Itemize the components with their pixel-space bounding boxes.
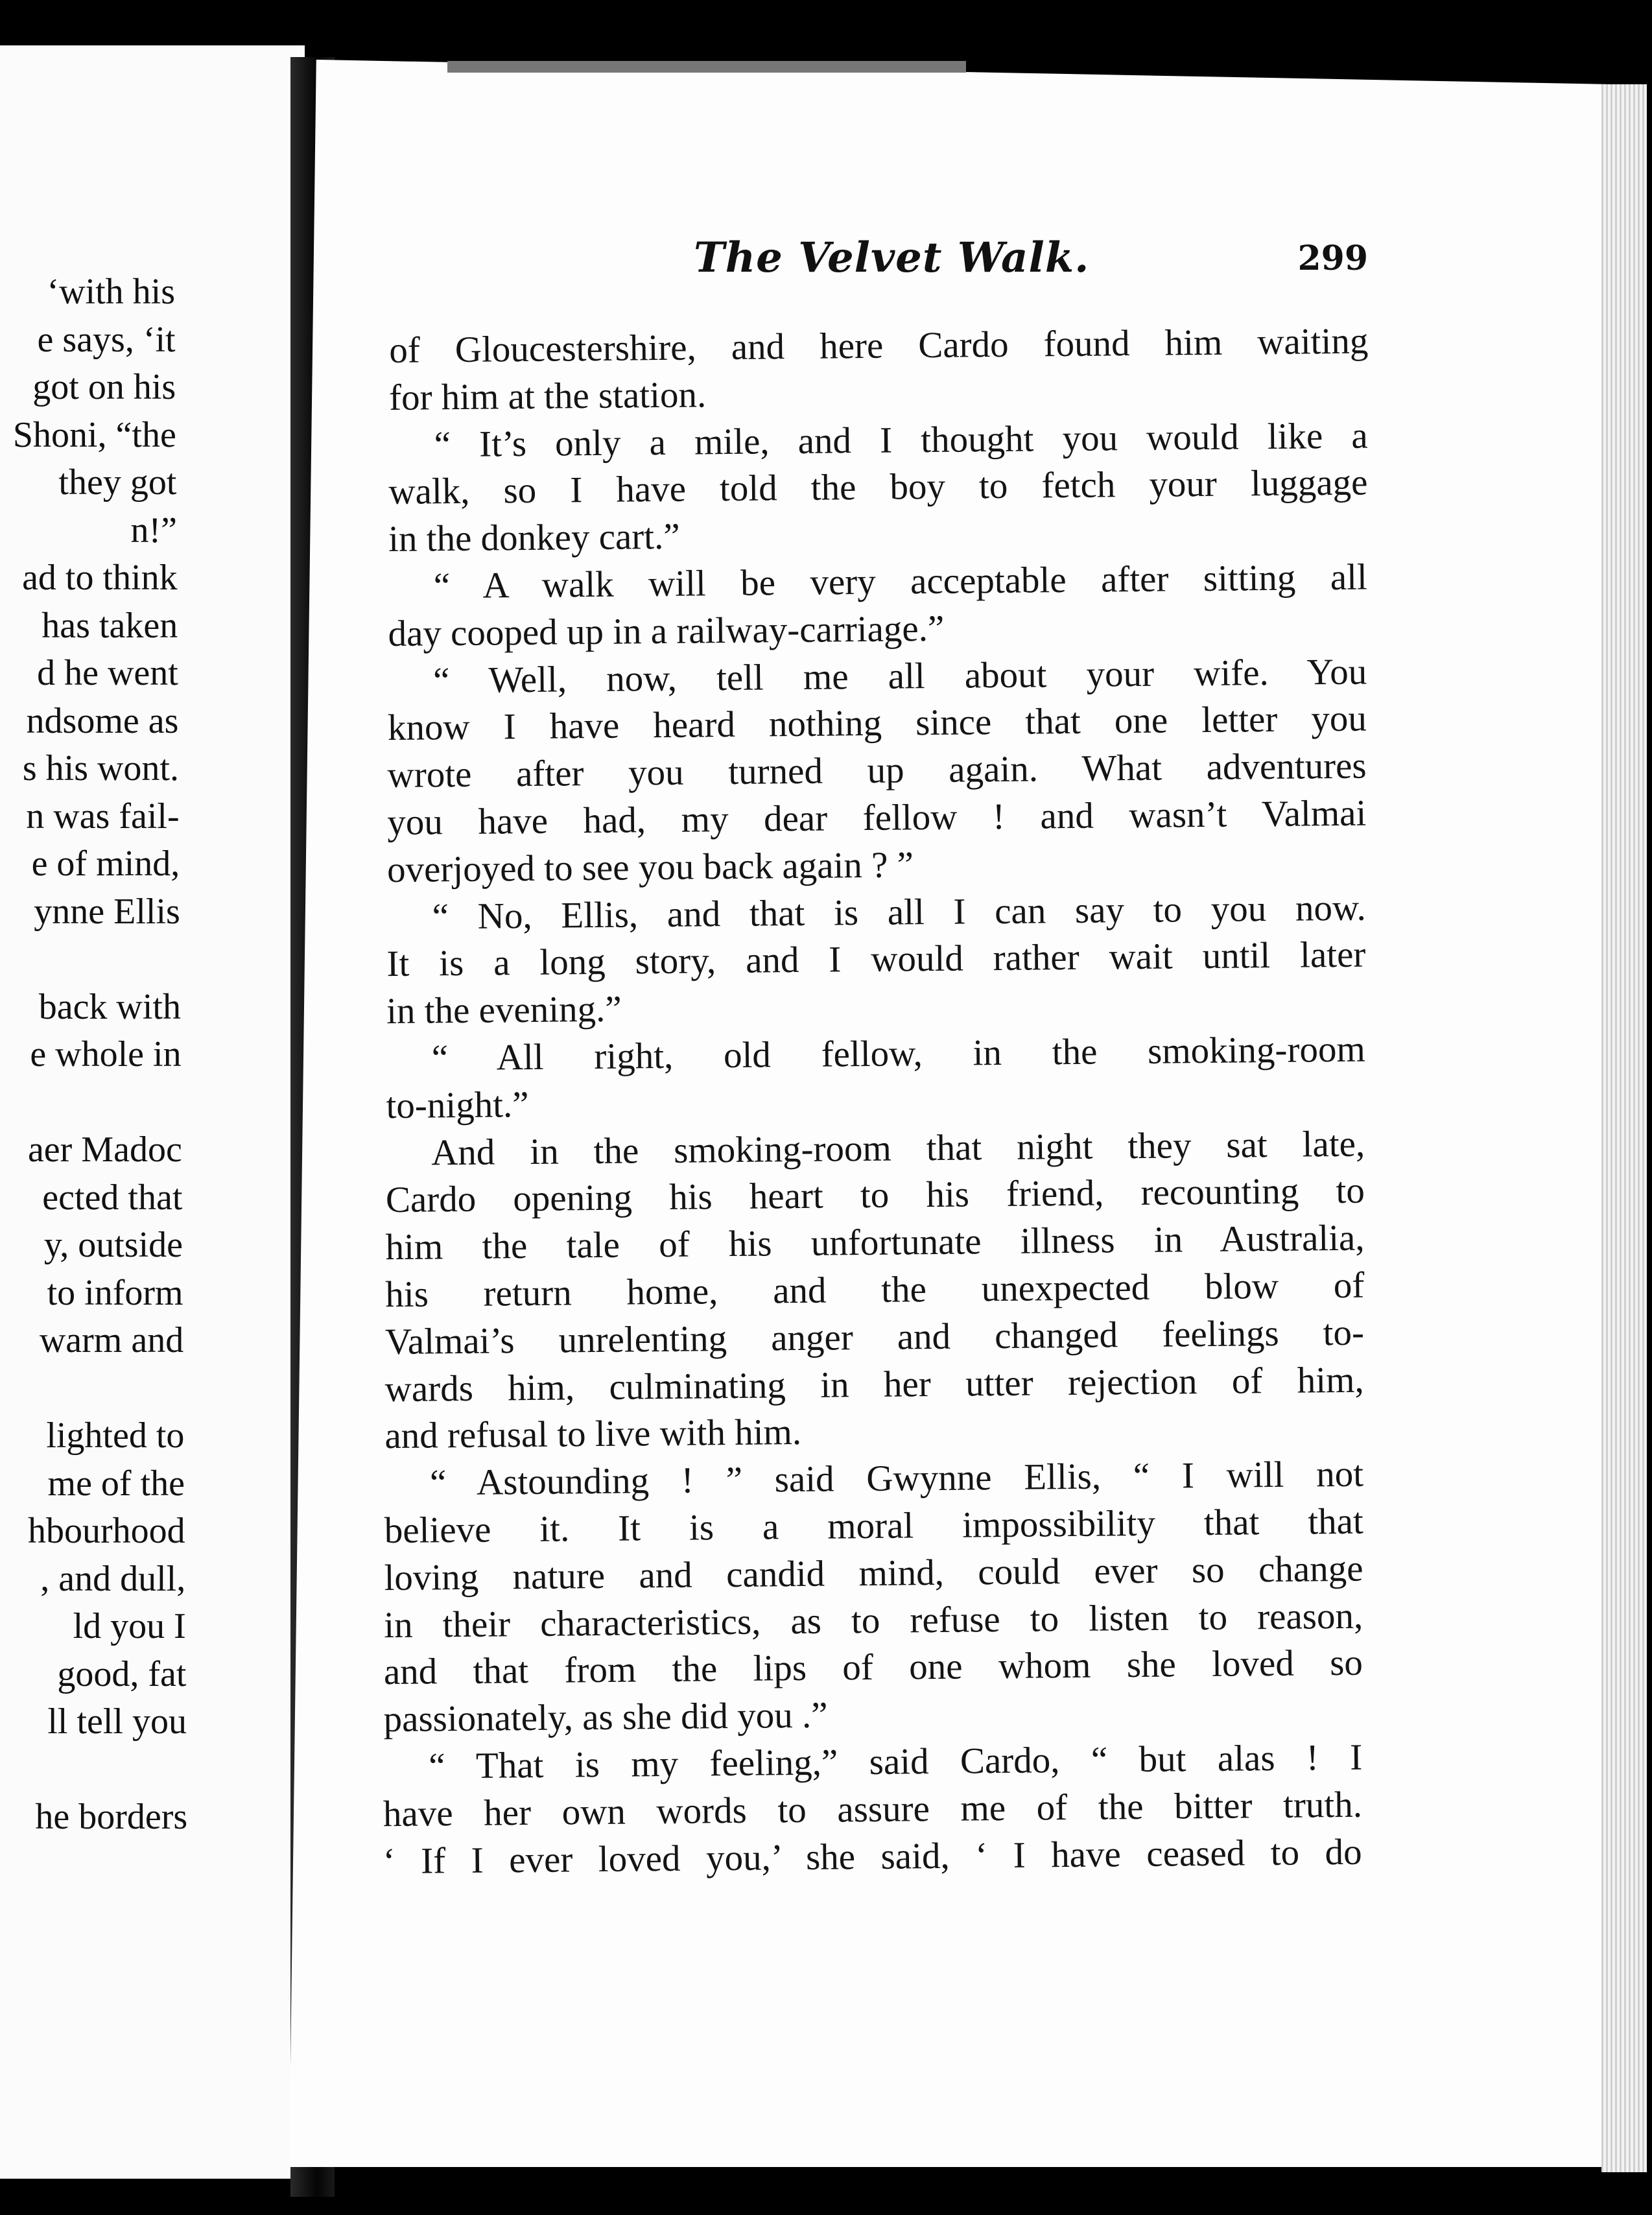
left-page	[0, 45, 305, 2179]
text-line: “ It’s only a mile, and I thought you would like a	[434, 415, 1368, 465]
text-line: And in the smoking-room that night they sat late,	[431, 1123, 1365, 1174]
text-line: him the tale of his unfortunate illness in Australia,	[385, 1217, 1365, 1268]
left-page-line: Shoni, “the	[12, 414, 176, 455]
text-line: “ Astounding ! ” said Gwynne Ellis, “ I will not	[429, 1453, 1364, 1504]
text-line: have her own words to assure me of the bitter truth.	[383, 1784, 1363, 1834]
text-line: ‘ If I ever loved you,’ she said, ‘ I have ceased to do	[383, 1831, 1362, 1882]
left-page-line: e says, ‘it	[37, 319, 176, 360]
page-header	[694, 233, 1368, 305]
left-page-line: me of the	[47, 1463, 185, 1504]
text-line: in the donkey cart.”	[388, 515, 680, 560]
left-page-line: ld you I	[73, 1606, 186, 1646]
left-page-line: warm and	[39, 1320, 184, 1360]
left-page-line: e of mind,	[31, 844, 180, 884]
left-page-line: back with	[38, 986, 181, 1027]
text-line: day cooped up in a railway-carriage.”	[388, 608, 945, 654]
page-top-shadow	[447, 61, 966, 73]
text-line: “ No, Ellis, and that is all I can say to you now.	[432, 887, 1366, 937]
text-line: believe it. It is a moral impossibility that that	[384, 1500, 1364, 1552]
left-page-line: ‘with his	[47, 272, 175, 312]
text-line: “ A walk will be very acceptable after sitting all	[433, 556, 1368, 607]
left-page-line: he borders	[35, 1797, 188, 1837]
text-line: his return home, and the unexpected blow of	[385, 1264, 1365, 1316]
left-page-line: y, outside	[43, 1225, 183, 1265]
text-line: walk, so I have told the boy to fetch your luggage	[388, 462, 1368, 513]
text-line: Cardo opening his heart to his friend, recounting to	[385, 1170, 1365, 1221]
left-page-line: to inform	[47, 1272, 183, 1313]
left-page-line: lighted to	[46, 1415, 185, 1456]
left-page-line: d he went	[37, 653, 178, 693]
left-page-line: they got	[58, 462, 177, 503]
text-line: wrote after you turned up again. What adventures	[387, 745, 1367, 796]
page-number: 299	[1297, 239, 1368, 278]
page-edge-stack	[1601, 84, 1647, 2172]
text-line: “ That is my feeling,” said Cardo, “ but alas ! I	[429, 1736, 1363, 1787]
left-page-line: hbourhood	[27, 1511, 185, 1551]
text-line: and refusal to live with him.	[384, 1412, 802, 1457]
left-page-line: ected that	[42, 1177, 183, 1218]
text-line: to-night.”	[386, 1084, 529, 1126]
left-page-line: has taken	[41, 605, 178, 646]
left-page-line: ad to think	[22, 558, 178, 598]
text-line: wards him, culminating in her utter rejection of him,	[384, 1359, 1364, 1410]
left-page-line: n was fail-	[26, 796, 180, 836]
left-page-line: ndsome as	[26, 700, 179, 741]
text-line: know I have heard nothing since that one letter you	[387, 698, 1367, 749]
left-page-line: n!”	[130, 510, 177, 551]
left-page-line: , and dull,	[40, 1558, 186, 1599]
text-line: in the evening.”	[386, 988, 622, 1032]
text-line: “ All right, old fellow, in the smoking-room	[431, 1028, 1366, 1079]
left-page-line: s his wont.	[22, 748, 179, 788]
left-page-line: aer Madoc	[27, 1130, 182, 1170]
text-line: you have had, my dear fellow ! and wasn’t Valmai	[387, 792, 1367, 844]
text-line: passionately, as she did you .”	[383, 1694, 828, 1740]
left-page-line: good, fat	[57, 1653, 187, 1694]
text-line: overjoyed to see you back again ? ”	[386, 844, 914, 890]
text-line: for him at the station.	[388, 374, 707, 418]
text-line: of Gloucestershire, and here Cardo found him waiting	[389, 320, 1369, 371]
running-title: The Velvet Walk.	[694, 233, 1090, 282]
left-page-line: e whole in	[30, 1034, 182, 1074]
left-page-line: ynne Ellis	[34, 891, 180, 932]
text-line: “ Well, now, tell me all about your wife. You	[432, 651, 1367, 701]
text-line: in their characteristics, as to refuse to listen to reason,	[383, 1595, 1363, 1646]
left-page-line: ll tell you	[47, 1701, 187, 1742]
text-line: loving nature and candid mind, could ever so change	[384, 1548, 1363, 1598]
text-line: Valmai’s unrelenting anger and changed feelings to-	[384, 1312, 1365, 1362]
left-page-line: got on his	[32, 367, 176, 407]
text-line: and that from the lips of one whom she loved so	[383, 1642, 1363, 1693]
text-line: It is a long story, and I would rather wait until later	[386, 934, 1366, 985]
